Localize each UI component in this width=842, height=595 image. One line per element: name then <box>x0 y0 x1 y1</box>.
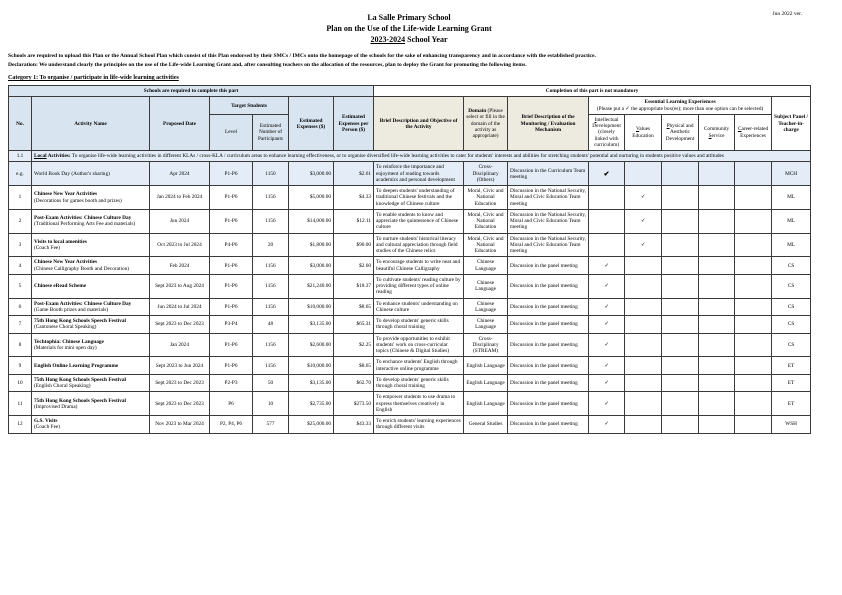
row-activity <box>32 209 150 233</box>
row-domain: English Language <box>464 374 508 392</box>
row-no: 11 <box>9 392 32 416</box>
row-description: To develop students' generic skills through choral training <box>374 316 464 334</box>
checkbox-values-education <box>625 274 662 298</box>
row-participants: 1156 <box>253 257 289 275</box>
activity-sub: (Cantonese Choral Speaking) <box>34 324 97 331</box>
row-date: Sept 2023 to Aug 2024 <box>150 274 210 298</box>
row-description: To cultivate students' reading culture by providing different types of online reading <box>374 274 464 298</box>
row-expenses: $3,000.00 <box>289 257 334 275</box>
checkbox-physical-aesthetic <box>662 274 699 298</box>
col-header-participants: Estimated Number of Participants <box>253 114 289 150</box>
row-domain: General Studies <box>464 416 508 434</box>
row-domain: Chinese Language <box>464 298 508 316</box>
checkbox-career-related <box>735 186 772 210</box>
table-row <box>9 316 811 334</box>
row-participants: 1156 <box>253 298 289 316</box>
row-description: To enhance students' understanding on Chinese culture <box>374 298 464 316</box>
checkbox-community-service <box>699 333 735 357</box>
section-description <box>32 151 811 162</box>
row-participants: 1156 <box>253 274 289 298</box>
row-level: P2-P3 <box>210 374 253 392</box>
col-header-physical-aesthetic: Physical and Aesthetic Development <box>662 114 699 150</box>
checkbox-community-service <box>699 357 735 375</box>
row-monitoring: Discussion in the panel meeting <box>508 374 589 392</box>
activity-name: Techtophia: Chinese Language <box>34 338 104 345</box>
table-row <box>9 209 811 233</box>
row-participants: 577 <box>253 416 289 434</box>
col-header-ele <box>589 97 772 115</box>
checkbox-values-education <box>625 316 662 334</box>
row-per-person: $18.37 <box>334 274 374 298</box>
activity-sub: (Game Booth prizes and materials) <box>34 306 109 313</box>
row-per-person: $2.25 <box>334 333 374 357</box>
row-no: 1 <box>9 186 32 210</box>
row-subject-panel: CS <box>772 274 811 298</box>
ele-header-note: (Please put a ✓ the appropriate box(es); more than one option can be selected) <box>596 105 764 112</box>
category-heading: Category 1: To organise / participate in life-wide learning activities <box>8 75 179 82</box>
document-title: Plan on the Use of the Life-wide Learning Grant <box>326 23 492 33</box>
plan-table <box>8 85 811 434</box>
col-header-values-education: Values Education <box>625 114 662 150</box>
activity-sub: (Coach Fee) <box>34 424 61 431</box>
declaration-text: Declaration: We understand clearly the principles on the use of the Life-wide Learning Grant and, after consulting teachers on the allocation of the resources, plan to deploy the Grant for promoting the following items. <box>8 61 527 68</box>
row-description: To encourage students to write neat and beautiful Chinese Calligraphy <box>374 257 464 275</box>
checkbox-career-related <box>735 392 772 416</box>
checkbox-intellectual-development: ✓ <box>589 298 625 316</box>
row-activity <box>32 274 150 298</box>
row-expenses: $10,000.00 <box>289 298 334 316</box>
activity-sub: (Chinese Calligraphy Booth and Decoration) <box>34 265 130 272</box>
activity-name: Chinese eRead Scheme <box>34 283 87 290</box>
checkbox-community-service <box>699 162 735 186</box>
checkbox-intellectual-development: ✓ <box>589 416 625 434</box>
section-row-1-1 <box>9 151 811 162</box>
checkbox-values-education <box>625 257 662 275</box>
ele-header-title: Essential Learning Experiences <box>644 99 716 106</box>
checkbox-intellectual-development <box>589 186 625 210</box>
col-header-domain <box>464 97 508 151</box>
activity-sub: (Decorations for games booth and prizes) <box>34 197 122 204</box>
row-per-person: $12.11 <box>334 209 374 233</box>
row-expenses: $2,600.00 <box>289 333 334 357</box>
row-expenses: $3,000.00 <box>289 162 334 186</box>
row-subject-panel: ET <box>772 357 811 375</box>
row-domain: Moral, Civic and National Education <box>464 186 508 210</box>
row-no: 12 <box>9 416 32 434</box>
row-no: 2 <box>9 209 32 233</box>
table-row <box>9 392 811 416</box>
row-domain: Chinese Language <box>464 257 508 275</box>
row-level: P1-P6 <box>210 257 253 275</box>
row-monitoring: Discussion in the panel meeting <box>508 274 589 298</box>
section-number: 1.1 <box>9 151 32 162</box>
row-no: e.g. <box>9 162 32 186</box>
col-header-intellectual-development: Intellectual Development (closely linked with curriculum) <box>589 114 625 150</box>
row-level: P1-P6 <box>210 186 253 210</box>
row-expenses: $1,800.00 <box>289 233 334 257</box>
checkbox-community-service <box>699 257 735 275</box>
row-subject-panel: CS <box>772 333 811 357</box>
row-no: 5 <box>9 274 32 298</box>
table-row <box>9 298 811 316</box>
checkbox-community-service <box>699 374 735 392</box>
checkbox-career-related <box>735 416 772 434</box>
section-lead-underlined: Local <box>34 153 47 160</box>
row-subject-panel: CS <box>772 257 811 275</box>
document-version: Jun 2022 ver. <box>772 11 802 17</box>
checkbox-community-service <box>699 316 735 334</box>
school-name: La Salle Primary School <box>367 13 451 22</box>
checkbox-intellectual-development: ✓ <box>589 374 625 392</box>
row-level: P1-P6 <box>210 162 253 186</box>
row-date: Jun 2024 <box>150 209 210 233</box>
row-date: Sept 2023 to Dec 2023 <box>150 392 210 416</box>
row-description: To empower students to use drama to express themselves creatively in English <box>374 392 464 416</box>
activity-name: English Online Learning Programme <box>34 362 119 369</box>
row-expenses: $10,000.00 <box>289 357 334 375</box>
table-row <box>9 233 811 257</box>
row-participants: 48 <box>253 316 289 334</box>
row-per-person: $4.33 <box>334 186 374 210</box>
row-monitoring: Discussion in the panel meeting <box>508 257 589 275</box>
checkbox-career-related <box>735 298 772 316</box>
section-lead-bold: Activities: <box>46 153 71 160</box>
row-expenses: $14,000.00 <box>289 209 334 233</box>
row-per-person: $62.70 <box>334 374 374 392</box>
row-date: Apr 2024 <box>150 162 210 186</box>
row-per-person: $8.65 <box>334 357 374 375</box>
row-description: To reinforce the importance and enjoyment of reading towards academics and personal development <box>374 162 464 186</box>
checkbox-values-education <box>625 374 662 392</box>
col-header-activity-name: Activity Name <box>32 97 150 151</box>
row-subject-panel: CS <box>772 316 811 334</box>
table-row <box>9 274 811 298</box>
checkbox-career-related <box>735 274 772 298</box>
row-per-person: $90.00 <box>334 233 374 257</box>
table-row <box>9 186 811 210</box>
row-description: To provide opportunities to exhibit students' work on cross-curricular topics (Chinese & Digital Studies) <box>374 333 464 357</box>
row-monitoring: Discussion in the panel meeting <box>508 333 589 357</box>
checkbox-community-service <box>699 298 735 316</box>
row-subject-panel: WSH <box>772 416 811 434</box>
intro-paragraphs <box>8 52 834 69</box>
checkbox-intellectual-development: ✔ <box>589 162 625 186</box>
row-expenses: $3,135.00 <box>289 374 334 392</box>
row-participants: 50 <box>253 374 289 392</box>
checkbox-values-education: ✓ <box>625 233 662 257</box>
checkbox-physical-aesthetic <box>662 257 699 275</box>
row-per-person: $2.60 <box>334 257 374 275</box>
activity-sub: (Traditional Performing Arts Fee and materials) <box>34 221 136 228</box>
table-row <box>9 162 811 186</box>
activity-sub: (Improvised Drama) <box>34 403 78 410</box>
row-subject-panel: MCH <box>772 162 811 186</box>
row-monitoring: Discussion in the panel meeting <box>508 416 589 434</box>
row-monitoring: Discussion in the National Security, Moral and Civic Education Team meeting <box>508 186 589 210</box>
row-level: P6 <box>210 392 253 416</box>
checkbox-values-education <box>625 162 662 186</box>
table-row <box>9 416 811 434</box>
checkbox-physical-aesthetic <box>662 416 699 434</box>
row-per-person: $2.61 <box>334 162 374 186</box>
col-header-community-service: Community Service <box>699 114 735 150</box>
checkbox-physical-aesthetic <box>662 162 699 186</box>
checkbox-intellectual-development: ✓ <box>589 392 625 416</box>
checkbox-values-education: ✓ <box>625 186 662 210</box>
row-description: To deepen students' understanding of traditional Chinese festivals and the knowledge of Chinese culture <box>374 186 464 210</box>
activity-name: 75th Hong Kong Schools Speech Festival <box>34 318 126 325</box>
row-domain: Chinese Language <box>464 274 508 298</box>
checkbox-intellectual-development: ✓ <box>589 333 625 357</box>
row-level: P1-P6 <box>210 357 253 375</box>
row-subject-panel: ML <box>772 233 811 257</box>
checkbox-career-related <box>735 357 772 375</box>
checkbox-community-service <box>699 274 735 298</box>
row-subject-panel: ML <box>772 209 811 233</box>
row-participants: 1156 <box>253 209 289 233</box>
checkbox-values-education <box>625 298 662 316</box>
row-activity <box>32 316 150 334</box>
row-participants: 1150 <box>253 162 289 186</box>
row-description: To enable students to know and appreciate the quintessence of Chinese culture <box>374 209 464 233</box>
row-level: P3-P4 <box>210 316 253 334</box>
row-description: To enrich students' learning experiences through different visits <box>374 416 464 434</box>
table-row <box>9 333 811 357</box>
activity-name: Visits to local amenities <box>34 238 87 245</box>
row-date: Jan 2024 <box>150 333 210 357</box>
checkbox-physical-aesthetic <box>662 333 699 357</box>
checkbox-intellectual-development: ✓ <box>589 316 625 334</box>
document-header <box>0 0 818 45</box>
row-per-person: $65.31 <box>334 316 374 334</box>
school-year-value: 2023-2024 <box>370 34 406 44</box>
row-monitoring: Discussion in the National Security, Moral and Civic Education Team meeting <box>508 233 589 257</box>
row-participants: 1156 <box>253 186 289 210</box>
row-subject-panel: ET <box>772 374 811 392</box>
row-level: P2, P4, P6 <box>210 416 253 434</box>
row-domain: Chinese Language <box>464 316 508 334</box>
checkbox-physical-aesthetic <box>662 357 699 375</box>
row-date: Sept 2023 to Dec 2023 <box>150 316 210 334</box>
row-level: P1-P6 <box>210 209 253 233</box>
col-header-estimated-expenses: Estimated Expenses ($) <box>289 97 334 151</box>
checkbox-career-related <box>735 162 772 186</box>
row-no: 10 <box>9 374 32 392</box>
activity-sub: (Materials for mini open day) <box>34 345 97 352</box>
header-band-row <box>9 86 811 97</box>
row-participants: 20 <box>253 233 289 257</box>
row-date: Oct 2023 to Jul 2024 <box>150 233 210 257</box>
row-domain: English Language <box>464 392 508 416</box>
row-date: Feb 2024 <box>150 257 210 275</box>
row-expenses: $21,240.00 <box>289 274 334 298</box>
row-monitoring: Discussion in the panel meeting <box>508 392 589 416</box>
checkbox-values-education <box>625 357 662 375</box>
row-level: P4-P6 <box>210 233 253 257</box>
row-per-person: $8.65 <box>334 298 374 316</box>
row-no: 7 <box>9 316 32 334</box>
table-row <box>9 257 811 275</box>
row-monitoring: Discussion in the Curriculum Team meeting <box>508 162 589 186</box>
row-domain: Cross-Disciplinary (Others) <box>464 162 508 186</box>
row-no: 9 <box>9 357 32 375</box>
row-level: P1-P6 <box>210 274 253 298</box>
checkbox-physical-aesthetic <box>662 316 699 334</box>
activity-name: Post-Exam Activities: Chinese Culture Day <box>34 300 132 307</box>
checkbox-career-related <box>735 316 772 334</box>
col-header-proposed-date: Proposed Date <box>150 97 210 151</box>
checkbox-career-related <box>735 209 772 233</box>
row-domain: English Language <box>464 357 508 375</box>
row-activity <box>32 333 150 357</box>
row-participants: 10 <box>253 392 289 416</box>
row-activity <box>32 257 150 275</box>
col-header-career-related: Career-related Experiences <box>735 114 772 150</box>
row-level: P1-P6 <box>210 298 253 316</box>
col-header-level: Level <box>210 114 253 150</box>
activity-name: Post-Exam Activities: Chinese Culture Day <box>34 215 132 222</box>
checkbox-intellectual-development: ✓ <box>589 257 625 275</box>
row-domain: Moral, Civic and National Education <box>464 209 508 233</box>
row-expenses: $2,735.00 <box>289 392 334 416</box>
checkbox-values-education <box>625 392 662 416</box>
row-date: Jan 2024 to Feb 2024 <box>150 186 210 210</box>
row-subject-panel: ML <box>772 186 811 210</box>
checkbox-career-related <box>735 333 772 357</box>
checkbox-community-service <box>699 209 735 233</box>
activity-name: Chinese New Year Activities <box>34 191 98 198</box>
checkbox-community-service <box>699 186 735 210</box>
domain-header-note: (Please select or fill in the domain of the activity as appropriate) <box>466 108 505 140</box>
row-date: Nov 2023 to Mar 2024 <box>150 416 210 434</box>
school-year-label: School Year <box>405 34 448 44</box>
row-per-person: $273.50 <box>334 392 374 416</box>
checkbox-values-education: ✓ <box>625 209 662 233</box>
checkbox-physical-aesthetic <box>662 374 699 392</box>
row-activity <box>32 233 150 257</box>
checkbox-values-education <box>625 333 662 357</box>
row-activity <box>32 357 150 375</box>
col-header-subject-panel: Subject Panel / Teacher-in-charge <box>772 97 811 151</box>
col-header-target-students: Target Students <box>210 97 289 115</box>
checkbox-career-related <box>735 257 772 275</box>
checkbox-physical-aesthetic <box>662 233 699 257</box>
row-domain: Moral, Civic and National Education <box>464 233 508 257</box>
checkbox-career-related <box>735 374 772 392</box>
checkbox-community-service <box>699 416 735 434</box>
checkbox-physical-aesthetic <box>662 186 699 210</box>
row-expenses: $5,000.00 <box>289 186 334 210</box>
col-header-monitoring: Brief Description of the Monitoring / Evaluation Mechanism <box>508 97 589 151</box>
row-subject-panel: CS <box>772 298 811 316</box>
row-expenses: $25,000.00 <box>289 416 334 434</box>
section-text: To organise life-wide learning activities in different KLAs / cross-KLA / curriculum areas to enhance learning effectiveness, or to organise diversified life-wide learning activities to cater for students' interests and abilities for stretching students' potential and nurturing in students positive values and attitudes <box>70 153 724 160</box>
checkbox-intellectual-development <box>589 209 625 233</box>
band-not-mandatory-part: Completion of this part is not mandatory <box>374 86 811 97</box>
row-monitoring: Discussion in the panel meeting <box>508 357 589 375</box>
activity-name: 75th Hong Kong Schools Speech Festival <box>34 397 126 404</box>
table-row <box>9 357 811 375</box>
row-activity <box>32 186 150 210</box>
col-header-description: Brief Description and Objective of the Activity <box>374 97 464 151</box>
row-activity <box>32 298 150 316</box>
checkbox-physical-aesthetic <box>662 392 699 416</box>
row-no: 8 <box>9 333 32 357</box>
row-per-person: $43.33 <box>334 416 374 434</box>
school-year <box>0 35 818 46</box>
row-description: To enchance students' English through interactive online programme <box>374 357 464 375</box>
row-participants: 1156 <box>253 333 289 357</box>
activity-name: G.S. Visits <box>34 418 58 425</box>
row-level: P1-P6 <box>210 333 253 357</box>
row-activity <box>32 392 150 416</box>
row-activity <box>32 374 150 392</box>
row-domain: Cross-Disciplinary (STREAM) <box>464 333 508 357</box>
domain-header-title: Domain <box>468 108 487 115</box>
row-activity <box>32 162 150 186</box>
checkbox-community-service <box>699 392 735 416</box>
row-activity <box>32 416 150 434</box>
row-participants: 1156 <box>253 357 289 375</box>
row-description: To nurture students' historical literacy and cultural appreciation through field studies of the Chinese relics <box>374 233 464 257</box>
row-no: 4 <box>9 257 32 275</box>
row-no: 3 <box>9 233 32 257</box>
row-subject-panel: ET <box>772 392 811 416</box>
column-header-row-1 <box>9 97 811 115</box>
checkbox-intellectual-development: ✓ <box>589 274 625 298</box>
row-monitoring: Discussion in the panel meeting <box>508 298 589 316</box>
table-row <box>9 374 811 392</box>
activity-name: World Book Day (Author's sharing) <box>34 170 110 177</box>
checkbox-physical-aesthetic <box>662 298 699 316</box>
checkbox-physical-aesthetic <box>662 209 699 233</box>
row-expenses: $3,135.00 <box>289 316 334 334</box>
activity-sub: (Coach Fee) <box>34 245 61 252</box>
col-header-expenses-per-person: Estimated Expenses per Person ($) <box>334 97 374 151</box>
row-date: Sept 2023 to Dec 2023 <box>150 374 210 392</box>
checkbox-intellectual-development <box>589 233 625 257</box>
band-required-part: Schools are required to complete this part <box>9 86 374 97</box>
row-no: 6 <box>9 298 32 316</box>
checkbox-intellectual-development: ✓ <box>589 357 625 375</box>
checkbox-community-service <box>699 233 735 257</box>
activity-name: Chinese New Year Activities <box>34 259 98 266</box>
col-header-no: No. <box>9 97 32 151</box>
activity-name: 75th Hong Kong Schools Speech Festival <box>34 376 126 383</box>
checkbox-career-related <box>735 233 772 257</box>
upload-requirement-text: Schools are required to upload this Plan or the Annual School Plan which consist of this Plan endorsed by their SMCs / IMCs onto the homepage of the schools for the sake of enhancing transparency and in accordance with the established practice. <box>8 53 596 60</box>
checkbox-values-education <box>625 416 662 434</box>
row-date: Jun 2024 to Jul 2024 <box>150 298 210 316</box>
activity-sub: (English Choral Speaking) <box>34 383 91 390</box>
row-monitoring: Discussion in the panel meeting <box>508 316 589 334</box>
row-date: Sept 2023 to Jun 2024 <box>150 357 210 375</box>
row-monitoring: Discussion in the National Security, Moral and Civic Education Team meeting <box>508 209 589 233</box>
row-description: To develop students' generic skills through choral training <box>374 374 464 392</box>
